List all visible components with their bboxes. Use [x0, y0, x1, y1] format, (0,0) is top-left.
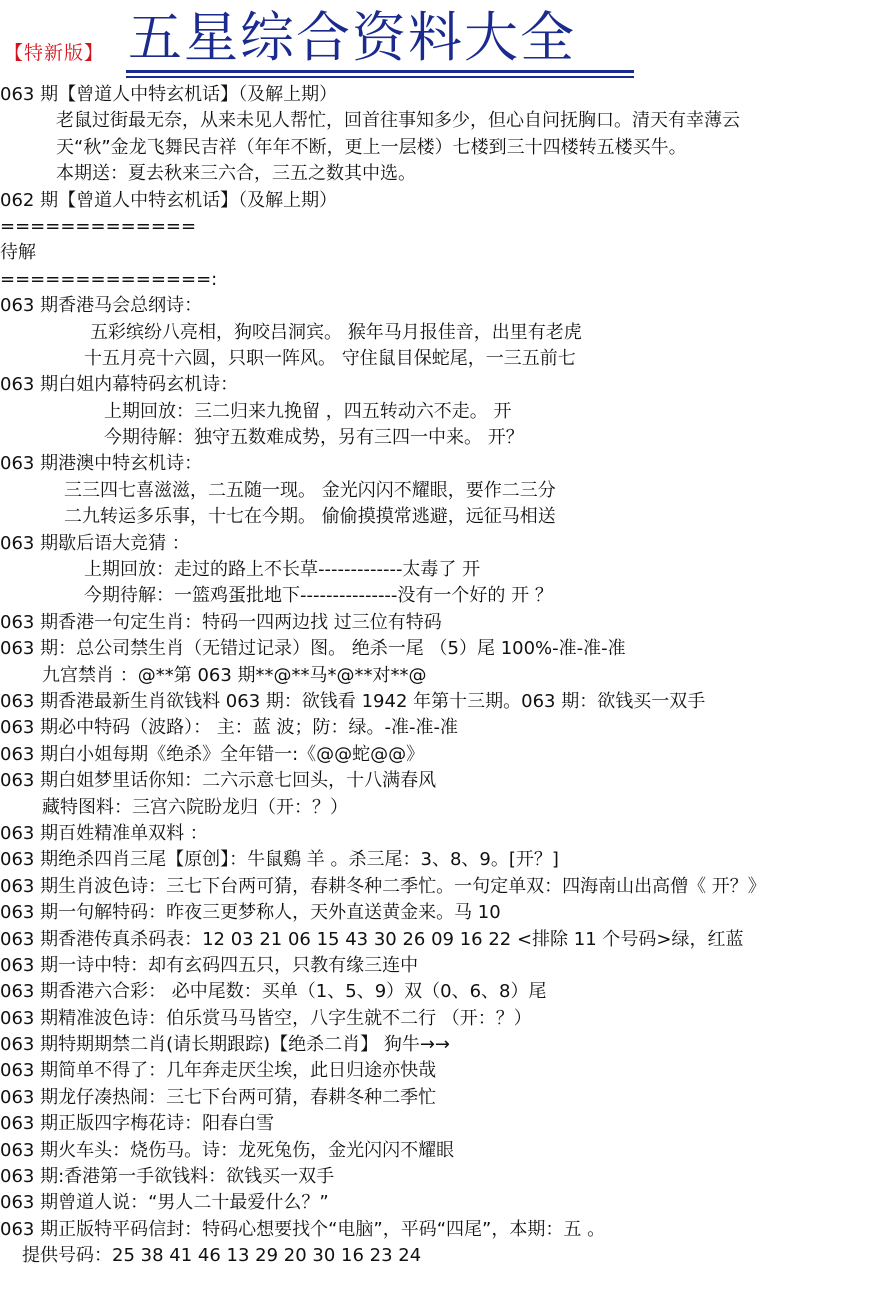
text-line: 063 期香港最新生肖欲钱料 063 期：欲钱看 1942 年第十三期。063 期：欲钱买一双手 — [0, 690, 706, 712]
text-line: 天“秋”金龙飞舞民吉祥（年年不断，更上一层楼）七楼到三十四楼转五楼买牛。 — [56, 136, 687, 158]
text-line: 063 期香港马会总纲诗： — [0, 295, 203, 317]
text-line: 063 期龙仔凑热闹：三七下台两可猜，春耕冬种二季忙 — [0, 1086, 437, 1108]
text-line: 063 期精准波色诗：伯乐赏马马皆空，八字生就不二行 （开：？） — [0, 1007, 532, 1029]
text-line: 上期回放：三二归来九挽留 ，四五转动六不走。 开 — [104, 400, 512, 422]
text-line: 063 期生肖波色诗：三七下台两可猜，春耕冬种二季忙。一句定单双：四海南山出高僧《 开？》 — [0, 875, 766, 897]
text-line: 063 期歇后语大竞猜 ： — [0, 532, 190, 554]
text-line: 063 期香港一句定生肖：特码一四两边找 过三位有特码 — [0, 611, 442, 633]
text-line: 二九转运多乐事，十七在今期。 偷偷摸摸常逃避，远征马相送 — [64, 506, 556, 528]
text-line: 提供号码：25 38 41 46 13 29 20 30 16 23 24 — [22, 1245, 422, 1267]
text-line: 063 期火车头：烧伤马。诗：龙死兔伤，金光闪闪不耀眼 — [0, 1139, 455, 1161]
text-line: 063 期香港六合彩： 必中尾数：买单（1、5、9）双（0、6、8）尾 — [0, 981, 547, 1003]
text-line: 今期待解：独守五数难成势，另有三四一中来。 开？ — [104, 427, 524, 449]
text-line: 063 期白小姐每期《绝杀》全年错一:《@@蛇@@》 — [0, 743, 425, 765]
text-line: 063 期：总公司禁生肖（无错过记录）图。 绝杀一尾 （5）尾 100%-准-准-准 — [0, 638, 626, 660]
text-line: 063 期一诗中特：却有玄码四五只，只教有缘三连中 — [0, 954, 419, 976]
text-line: 063 期曾道人说：“男人二十最爱什么？” — [0, 1192, 329, 1214]
text-line: 九宫禁肖 ：@**第 063 期**@**马*@**对**@ — [42, 664, 427, 686]
text-line: 063 期【曾道人中特玄机话】（及解上期） — [0, 84, 338, 105]
title-underline — [126, 70, 634, 73]
text-line: 五彩缤纷八亮相，狗咬吕洞宾。 猴年马月报佳音，出里有老虎 — [90, 321, 582, 343]
text-line: ============= — [0, 215, 197, 237]
text-line: 十五月亮十六圆，只职一阵风。 守住鼠目保蛇尾，一三五前七 — [84, 347, 576, 369]
text-line: 063 期正版四字梅花诗：阳春白雪 — [0, 1113, 275, 1135]
text-line: 藏特图料：三宫六院盼龙归（开：？） — [42, 796, 348, 818]
page-header — [0, 0, 870, 84]
text-line: 063 期香港传真杀码表：12 03 21 06 15 43 30 26 09 16 22 <排除 11 个号码>绿，红蓝 — [0, 928, 744, 950]
text-line: 063 期白姐梦里话你知：二六示意七回头，十八满春风 — [0, 770, 437, 792]
text-line: 063 期正版特平码信封：特码心想要找个“电脑”，平码“四尾”，本期：五 。 — [0, 1218, 606, 1240]
text-line: ==============: — [0, 268, 218, 290]
text-line: 063 期绝杀四肖三尾【原创】：牛鼠鷄 羊 。杀三尾：3、8、9。[开？] — [0, 849, 559, 871]
text-line: 063 期必中特码（波路）： 主：蓝 波；防：绿。-准-准-准 — [0, 717, 459, 739]
text-line: 三三四七喜滋滋，二五随一现。 金光闪闪不耀眼，要作二三分 — [64, 479, 556, 501]
edition-badge: 【特新版】 — [4, 42, 105, 64]
page-title: 五星综合资料大全 — [128, 6, 576, 69]
text-line: 063 期港澳中特玄机诗： — [0, 453, 203, 475]
text-line: 063 期一句解特码：昨夜三更梦称人，天外直送黄金来。马 10 — [0, 902, 501, 924]
text-line: 062 期【曾道人中特玄机话】（及解上期） — [0, 189, 338, 211]
text-line: 上期回放：走过的路上不长草-------------太毒了 开 — [84, 559, 481, 581]
text-line: 待解 — [0, 242, 36, 264]
text-line: 063 期简单不得了：几年奔走厌尘埃，此日归途亦快哉 — [0, 1060, 437, 1082]
text-line: 本期送：夏去秋来三六合，三五之数其中选。 — [56, 163, 416, 185]
text-line: 063 期百姓精准单双料 ： — [0, 822, 208, 844]
text-line: 063 期白姐内幕特码玄机诗： — [0, 374, 239, 396]
text-line: 老鼠过街最无奈，从来未见人帮忙，回首往事知多少，但心自问抚胸口。清天有幸薄云 — [56, 110, 740, 132]
text-line: 今期待解：一篮鸡蛋批地下---------------没有一个好的 开 ？ — [84, 585, 553, 607]
document-body — [0, 82, 870, 1270]
title-underline-thin — [126, 76, 634, 78]
text-line: 063 期特期期禁二肖(请长期跟踪)【绝杀二肖】 狗牛→→ — [0, 1034, 451, 1056]
text-line: 063 期:香港第一手欲钱料：欲钱买一双手 — [0, 1166, 335, 1188]
